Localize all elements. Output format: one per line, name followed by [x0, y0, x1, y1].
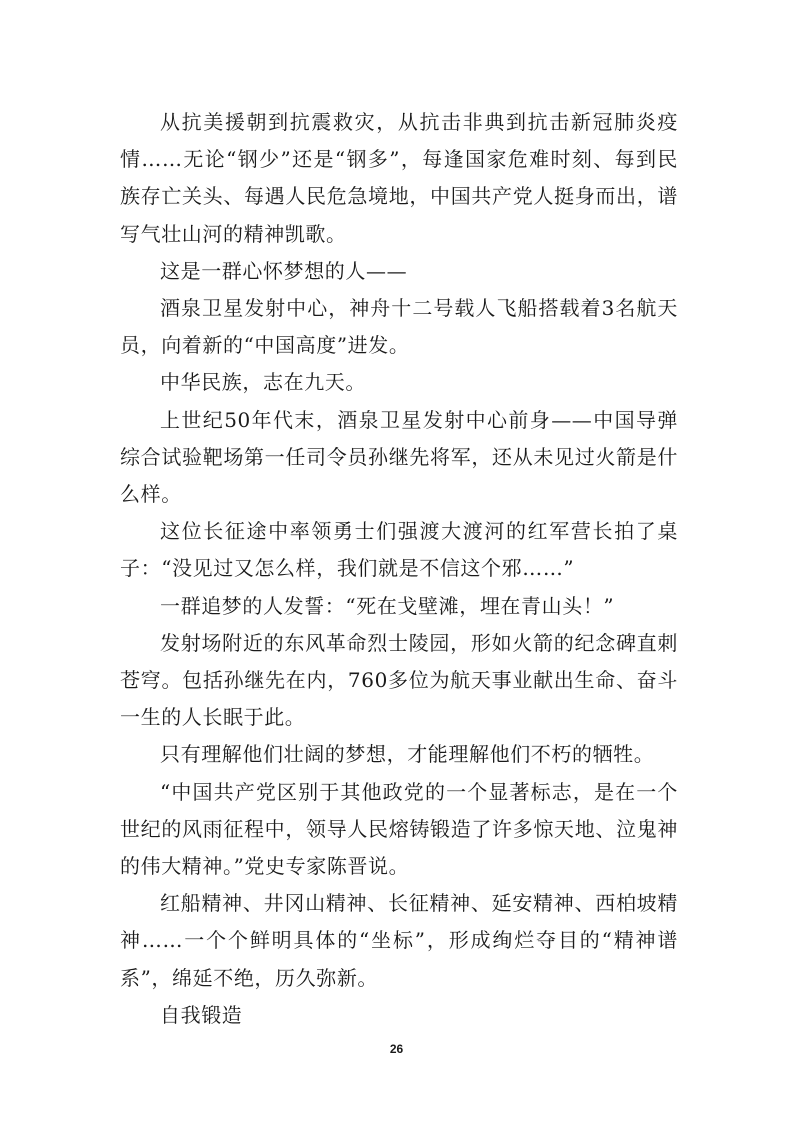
paragraph: 发射场附近的东风革命烈士陵园，形如火箭的纪念碑直刺苍穹。包括孙继先在内，760多位为航天事业献出生命、奋斗一生的人长眠于此。	[120, 630, 678, 730]
body-text	[120, 104, 678, 1034]
paragraph: 从抗美援朝到抗震救灾，从抗击非典到抗击新冠肺炎疫情……无论“钢少”还是“钢多”，每逢国家危难时刻、每到民族存亡关头、每遇人民危急境地，中国共产党人挺身而出，谱写气壮山河的精神凯歌。	[120, 110, 678, 246]
paragraph: 红船精神、井冈山精神、长征精神、延安精神、西柏坡精神……一个个鲜明具体的“坐标”，形成绚烂夺目的“精神谱系”，绵延不绝，历久弥新。	[120, 891, 678, 990]
paragraph: 酒泉卫星发射中心，神舟十二号载人飞船搭载着3名航天员，向着新的“中国高度”进发。	[120, 296, 678, 358]
page-number: 26	[389, 1042, 404, 1056]
paragraph: 上世纪50年代末，酒泉卫星发射中心前身——中国导弹综合试验靶场第一任司令员孙继先将军，还从未见过火箭是什么样。	[120, 407, 678, 507]
paragraph: 这是一群心怀梦想的人——	[160, 258, 408, 283]
paragraph: 中华民族，志在九天。	[160, 370, 366, 395]
paragraph: 一群追梦的人发誓：“死在戈壁滩，埋在青山头！”	[160, 593, 615, 618]
paragraph: “中国共产党区别于其他政党的一个显著标志，是在一个世纪的风雨征程中，领导人民熔铸锻造了许多惊天地、泣鬼神的伟大精神。”党史专家陈晋说。	[120, 779, 678, 879]
section-heading: 自我锻造	[160, 1002, 243, 1027]
paragraph: 只有理解他们壮阔的梦想，才能理解他们不朽的牺牲。	[160, 742, 655, 767]
paragraph: 这位长征途中率领勇士们强渡大渡河的红军营长拍了桌子：“没见过又怎么样，我们就是不信这个邪……”	[120, 519, 678, 581]
